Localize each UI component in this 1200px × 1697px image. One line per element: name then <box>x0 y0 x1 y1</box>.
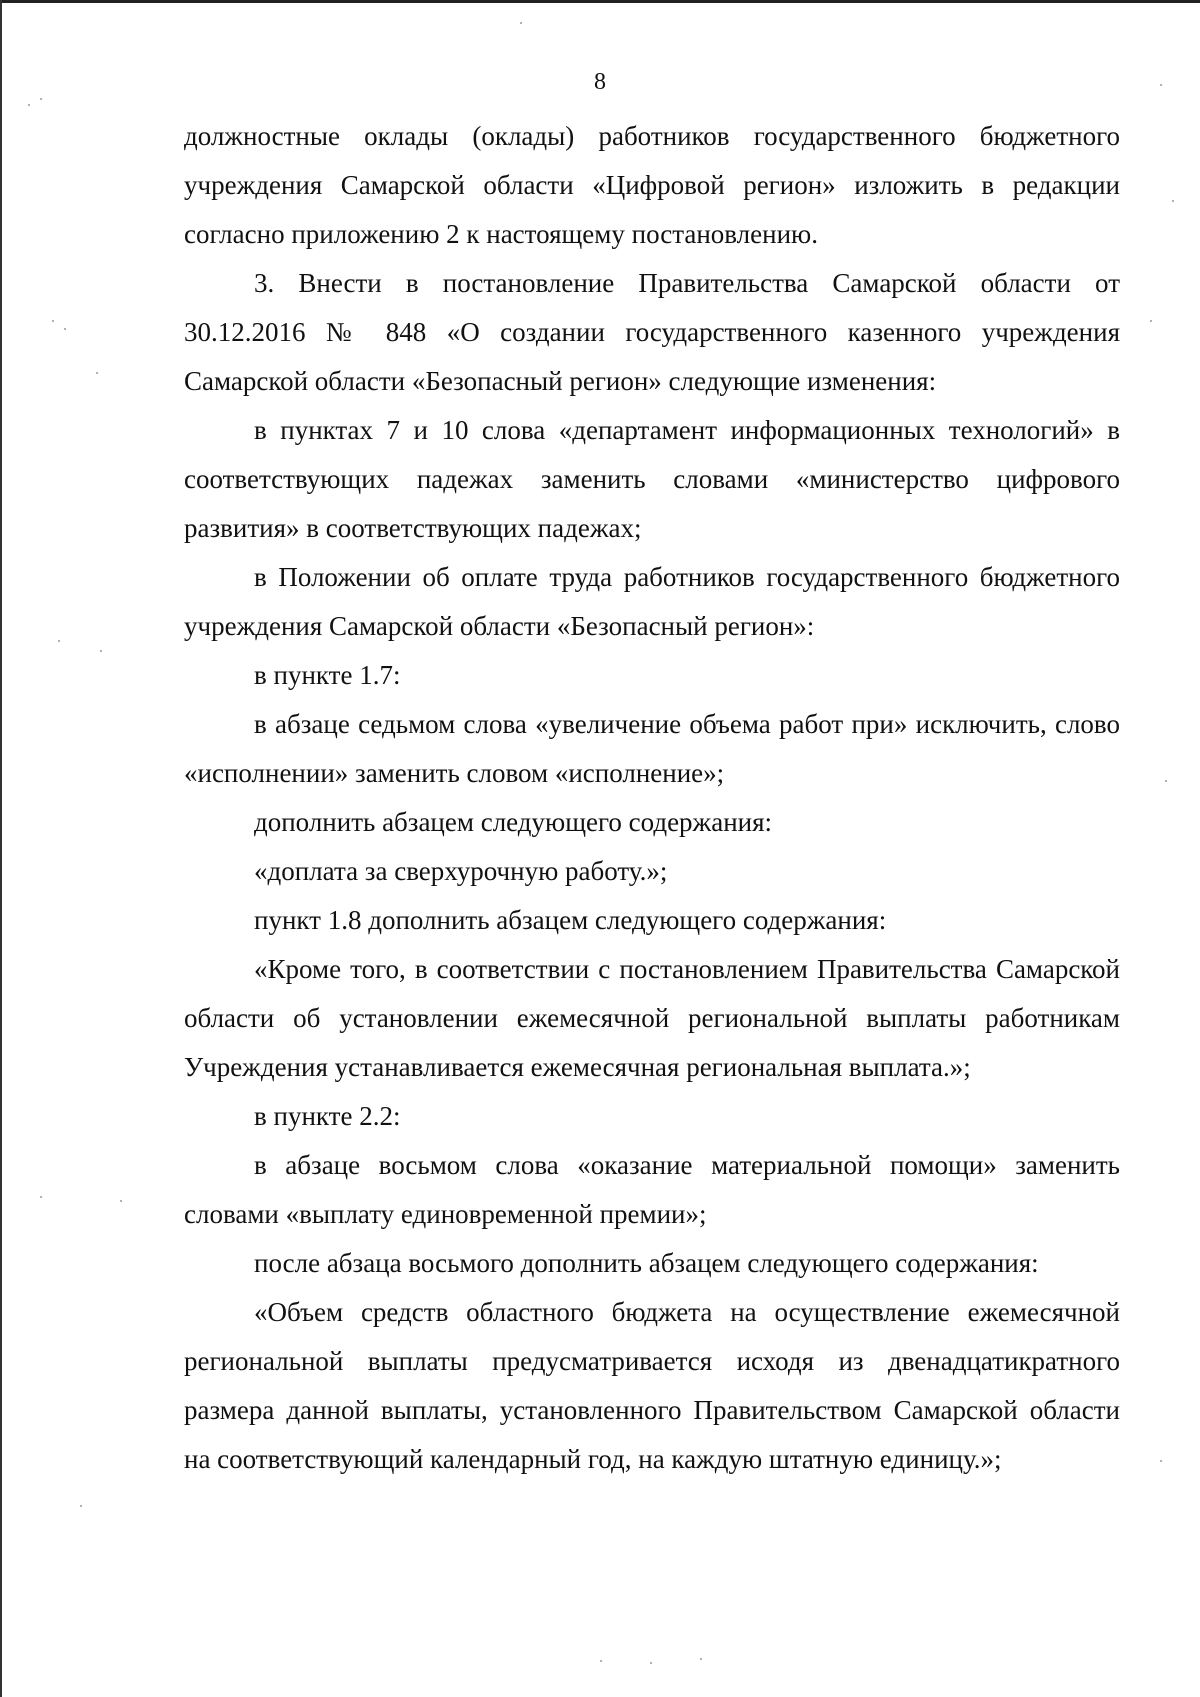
scan-noise <box>40 98 42 100</box>
paragraph-point-1-7: в пункте 1.7: <box>254 660 401 690</box>
scan-top-border <box>0 0 1200 3</box>
scan-noise <box>1160 84 1162 86</box>
scan-noise <box>58 640 60 642</box>
scan-left-border <box>0 0 2 1697</box>
paragraph-regional-payment-quote: «Кроме того, в соответствии с постановлением Правительства Самарской области об установлении ежемесячной региональной выплаты работникам Учреждения устанавливается ежемесячная региональная выплата.»; <box>184 954 1120 1082</box>
scan-noise <box>520 22 522 24</box>
scan-noise <box>120 1200 122 1202</box>
paragraph-continuation: должностные оклады (оклады) работников государственного бюджетного учреждения Самарской области «Цифровой регион» изложить в редакции согласно приложению 2 к настоящему постановлению. <box>184 121 1120 249</box>
paragraph-overtime-quote: «доплата за сверхурочную работу.»; <box>254 856 668 886</box>
paragraph-budget-quote: «Объем средств областного бюджета на осуществление ежемесячной региональной выплаты предусматривается исходя из двенадцатикратного размера данной выплаты, установленного Правительством Самарской области на соответствующий календарный год, на каждую штатную единицу.»; <box>184 1297 1120 1474</box>
document-body <box>184 112 1120 1484</box>
scan-noise <box>1165 780 1167 782</box>
paragraph-eighth-subparagraph: в абзаце восьмом слова «оказание материальной помощи» заменить словами «выплату единовременной премии»; <box>184 1150 1120 1229</box>
paragraph-point-2-2: в пункте 2.2: <box>254 1101 401 1131</box>
scan-noise <box>40 1196 42 1198</box>
scan-noise <box>96 372 98 374</box>
paragraph-item-3: 3. Внести в постановление Правительства Самарской области от 30.12.2016 № 848 «О создании государственного казенного учреждения Самарской области «Безопасный регион» следующие изменения: <box>184 268 1120 396</box>
scan-noise <box>52 320 54 322</box>
paragraph-point-1-8: пункт 1.8 дополнить абзацем следующего содержания: <box>254 905 887 935</box>
scan-noise <box>80 1505 82 1507</box>
paragraph-add-subparagraph: дополнить абзацем следующего содержания: <box>254 807 773 837</box>
scan-noise <box>1172 200 1174 202</box>
scan-noise <box>700 1658 702 1660</box>
scan-noise <box>100 650 102 652</box>
scan-noise <box>600 1660 602 1662</box>
paragraph-regulation: в Положении об оплате труда работников государственного бюджетного учреждения Самарской области «Безопасный регион»: <box>184 562 1120 641</box>
paragraph-after-eighth: после абзаца восьмого дополнить абзацем следующего содержания: <box>254 1248 1039 1278</box>
paragraph-points-7-10: в пунктах 7 и 10 слова «департамент информационных технологий» в соответствующих падежах заменить словами «министерство цифрового развития» в соответствующих падежах; <box>184 415 1120 543</box>
scan-noise <box>28 104 30 106</box>
scan-noise <box>1150 320 1152 322</box>
scan-noise <box>64 328 66 330</box>
scan-noise <box>1160 1460 1162 1462</box>
scan-noise <box>650 1662 652 1664</box>
paragraph-seventh-subparagraph: в абзаце седьмом слова «увеличение объема работ при» исключить, слово «исполнении» заменить словом «исполнение»; <box>184 709 1120 788</box>
page-number: 8 <box>594 69 606 95</box>
